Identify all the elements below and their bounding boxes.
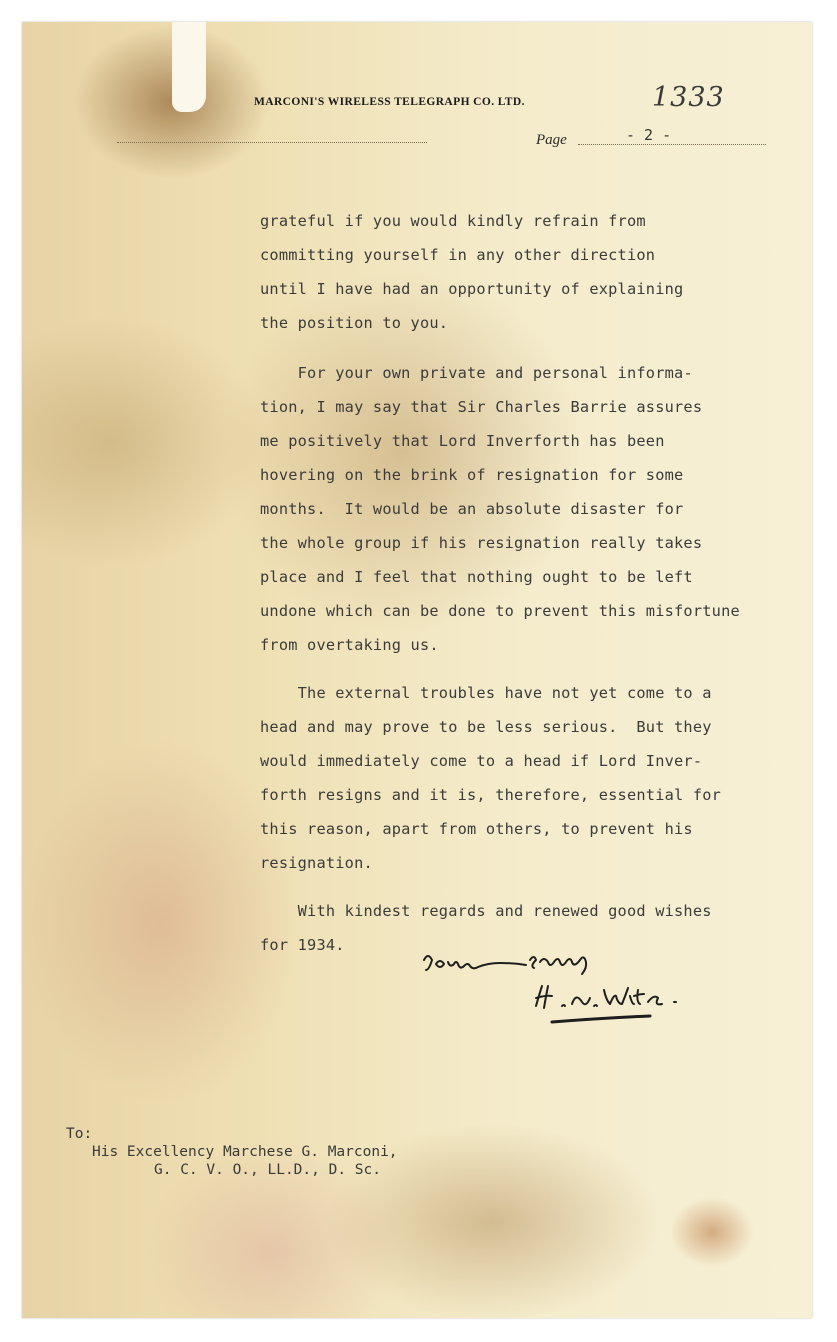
body-line: place and I feel that nothing ought to be left: [260, 568, 693, 586]
body-line: from overtaking us.: [260, 636, 439, 654]
body-line: hovering on the brink of resignation for some: [260, 466, 684, 484]
body-line: undone which can be done to prevent this misfortune: [260, 602, 740, 620]
body-line: until I have had an opportunity of explaining: [260, 280, 684, 298]
body-line: months. It would be an absolute disaster for: [260, 500, 684, 518]
body-line: For your own private and personal informa-: [260, 364, 693, 382]
letter-page: [22, 22, 812, 1318]
letterhead-rule: [117, 142, 427, 143]
body-line: this reason, apart from others, to prevent his: [260, 820, 693, 838]
body-line: the position to you.: [260, 314, 449, 332]
handwritten-signature: [412, 946, 682, 1036]
body-line: forth resigns and it is, therefore, essential for: [260, 786, 722, 804]
letterhead: MARCONI'S WIRELESS TELEGRAPH CO. LTD.: [254, 96, 525, 108]
body-line: grateful if you would kindly refrain from: [260, 212, 646, 230]
address-to-label: To:: [66, 1126, 93, 1142]
body-line: would immediately come to a head if Lord Inver-: [260, 752, 703, 770]
body-line: tion, I may say that Sir Charles Barrie assures: [260, 398, 703, 416]
address-line: His Excellency Marchese G. Marconi,: [92, 1144, 398, 1160]
page-rule: [578, 144, 766, 145]
body-line: resignation.: [260, 854, 373, 872]
archive-number: 1333: [652, 82, 725, 113]
body-line: With kindest regards and renewed good wishes: [260, 902, 712, 920]
body-line: for 1934.: [260, 936, 345, 954]
torn-corner: [172, 22, 206, 112]
body-line: The external troubles have not yet come to a: [260, 684, 712, 702]
page-number: - 2 -: [626, 126, 672, 144]
address-line: G. C. V. O., LL.D., D. Sc.: [154, 1162, 381, 1178]
body-line: me positively that Lord Inverforth has been: [260, 432, 665, 450]
page-label: Page: [536, 132, 567, 148]
body-line: the whole group if his resignation really takes: [260, 534, 703, 552]
body-line: head and may prove to be less serious. But they: [260, 718, 712, 736]
body-line: committing yourself in any other direction: [260, 246, 656, 264]
